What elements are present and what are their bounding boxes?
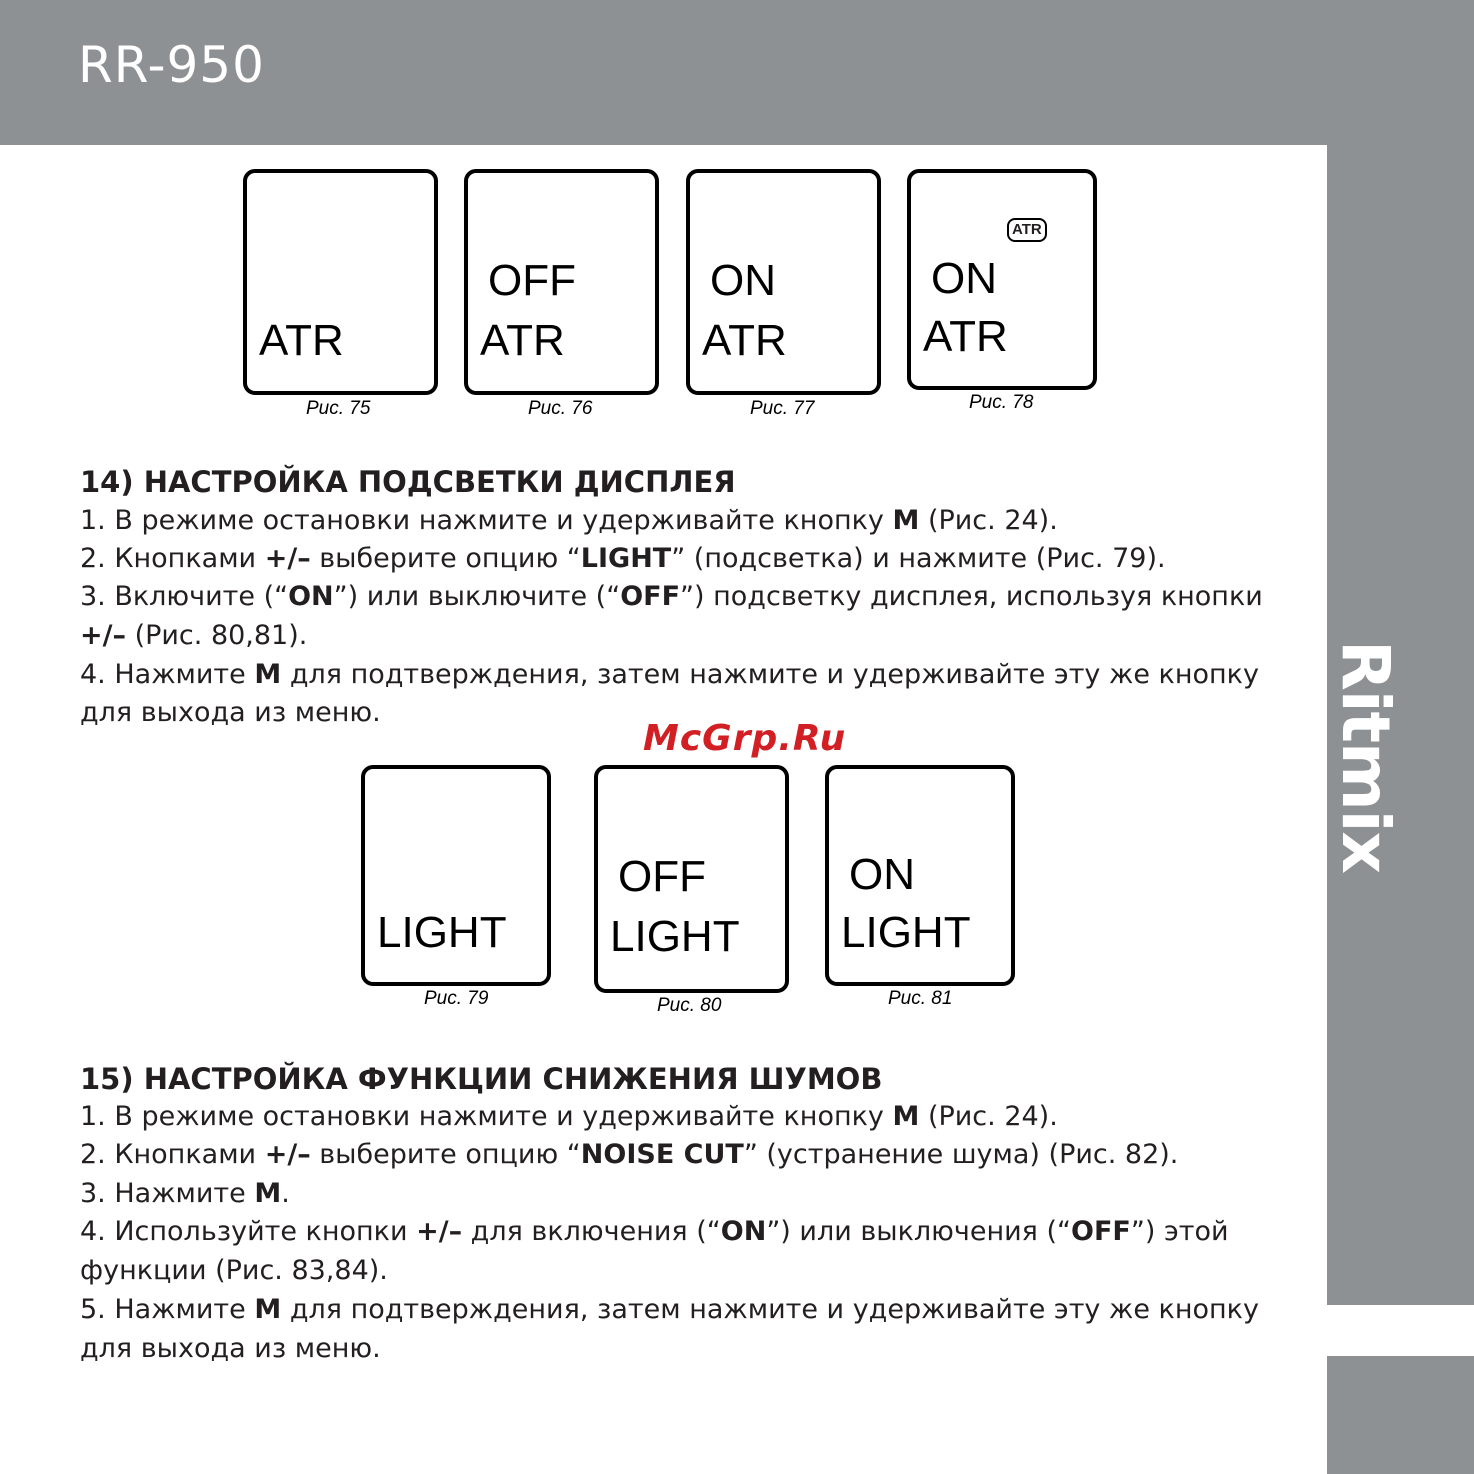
section-14-step-2: 2. Кнопками +/– выберите опцию “LIGHT” (подсветка) и нажмите (Рис. 79). bbox=[80, 543, 1166, 574]
watermark: McGrp.Ru bbox=[643, 718, 847, 759]
section-15-step-2: 2. Кнопками +/– выберите опцию “NOISE CUT” (устранение шума) (Рис. 82). bbox=[80, 1139, 1179, 1170]
section-14-step-4: 4. Нажмите M для подтверждения, затем нажмите и удерживайте эту же кнопку bbox=[80, 659, 1259, 690]
side-band-lower bbox=[1327, 1356, 1474, 1474]
lcd-line-top: OFF bbox=[618, 852, 706, 901]
lcd-line-top: ON bbox=[849, 850, 915, 899]
caption-75: Рис. 75 bbox=[306, 398, 371, 419]
lcd-line-bottom: ATR bbox=[923, 312, 1008, 361]
atr-indicator-badge: ATR bbox=[1007, 218, 1047, 242]
section-15-title: 15) НАСТРОЙКА ФУНКЦИИ СНИЖЕНИЯ ШУМОВ bbox=[80, 1062, 883, 1096]
section-15-step-1: 1. В режиме остановки нажмите и удерживайте кнопку M (Рис. 24). bbox=[80, 1101, 1058, 1132]
caption-79: Рис. 79 bbox=[424, 988, 489, 1009]
model-name: RR-950 bbox=[78, 36, 265, 94]
caption-76: Рис. 76 bbox=[528, 398, 593, 419]
section-15-step-5: 5. Нажмите M для подтверждения, затем нажмите и удерживайте эту же кнопку bbox=[80, 1294, 1259, 1325]
caption-80: Рис. 80 bbox=[657, 995, 722, 1016]
lcd-line-bottom: LIGHT bbox=[841, 908, 971, 957]
lcd-line-top: ON bbox=[931, 254, 997, 303]
lcd-line-bottom: LIGHT bbox=[377, 908, 507, 957]
caption-78: Рис. 78 bbox=[969, 392, 1034, 413]
lcd-figure-80 bbox=[594, 765, 789, 993]
section-15-step-4-cont: функции (Рис. 83,84). bbox=[80, 1255, 388, 1286]
section-15-step-4: 4. Используйте кнопки +/– для включения (“ON”) или выключения (“OFF”) этой bbox=[80, 1216, 1229, 1247]
lcd-line-bottom: ATR bbox=[259, 316, 344, 365]
section-14-title: 14) НАСТРОЙКА ПОДСВЕТКИ ДИСПЛЕЯ bbox=[80, 465, 736, 499]
lcd-line-bottom: ATR bbox=[480, 316, 565, 365]
lcd-line-bottom: ATR bbox=[702, 316, 787, 365]
lcd-figure-81 bbox=[825, 765, 1015, 986]
lcd-figure-78 bbox=[907, 169, 1097, 390]
lcd-figure-77 bbox=[686, 169, 881, 395]
section-14-step-3: 3. Включите (“ON”) или выключите (“OFF”) подсветку дисплея, используя кнопки bbox=[80, 581, 1263, 612]
section-14-step-3-cont: +/– (Рис. 80,81). bbox=[80, 620, 308, 651]
lcd-figure-76 bbox=[464, 169, 659, 395]
lcd-figure-79 bbox=[361, 765, 551, 986]
caption-77: Рис. 77 bbox=[750, 398, 815, 419]
section-15-step-5-cont: для выхода из меню. bbox=[80, 1333, 381, 1364]
section-15-step-3: 3. Нажмите M. bbox=[80, 1178, 290, 1209]
lcd-line-bottom: LIGHT bbox=[610, 912, 740, 961]
lcd-line-top: OFF bbox=[488, 256, 576, 305]
caption-81: Рис. 81 bbox=[888, 988, 953, 1009]
lcd-figure-75 bbox=[243, 169, 438, 395]
section-14-step-4-cont: для выхода из меню. bbox=[80, 697, 381, 728]
brand-logo: Ritmix bbox=[1327, 640, 1404, 873]
section-14-step-1: 1. В режиме остановки нажмите и удерживайте кнопку M (Рис. 24). bbox=[80, 505, 1058, 536]
lcd-line-top: ON bbox=[710, 256, 776, 305]
